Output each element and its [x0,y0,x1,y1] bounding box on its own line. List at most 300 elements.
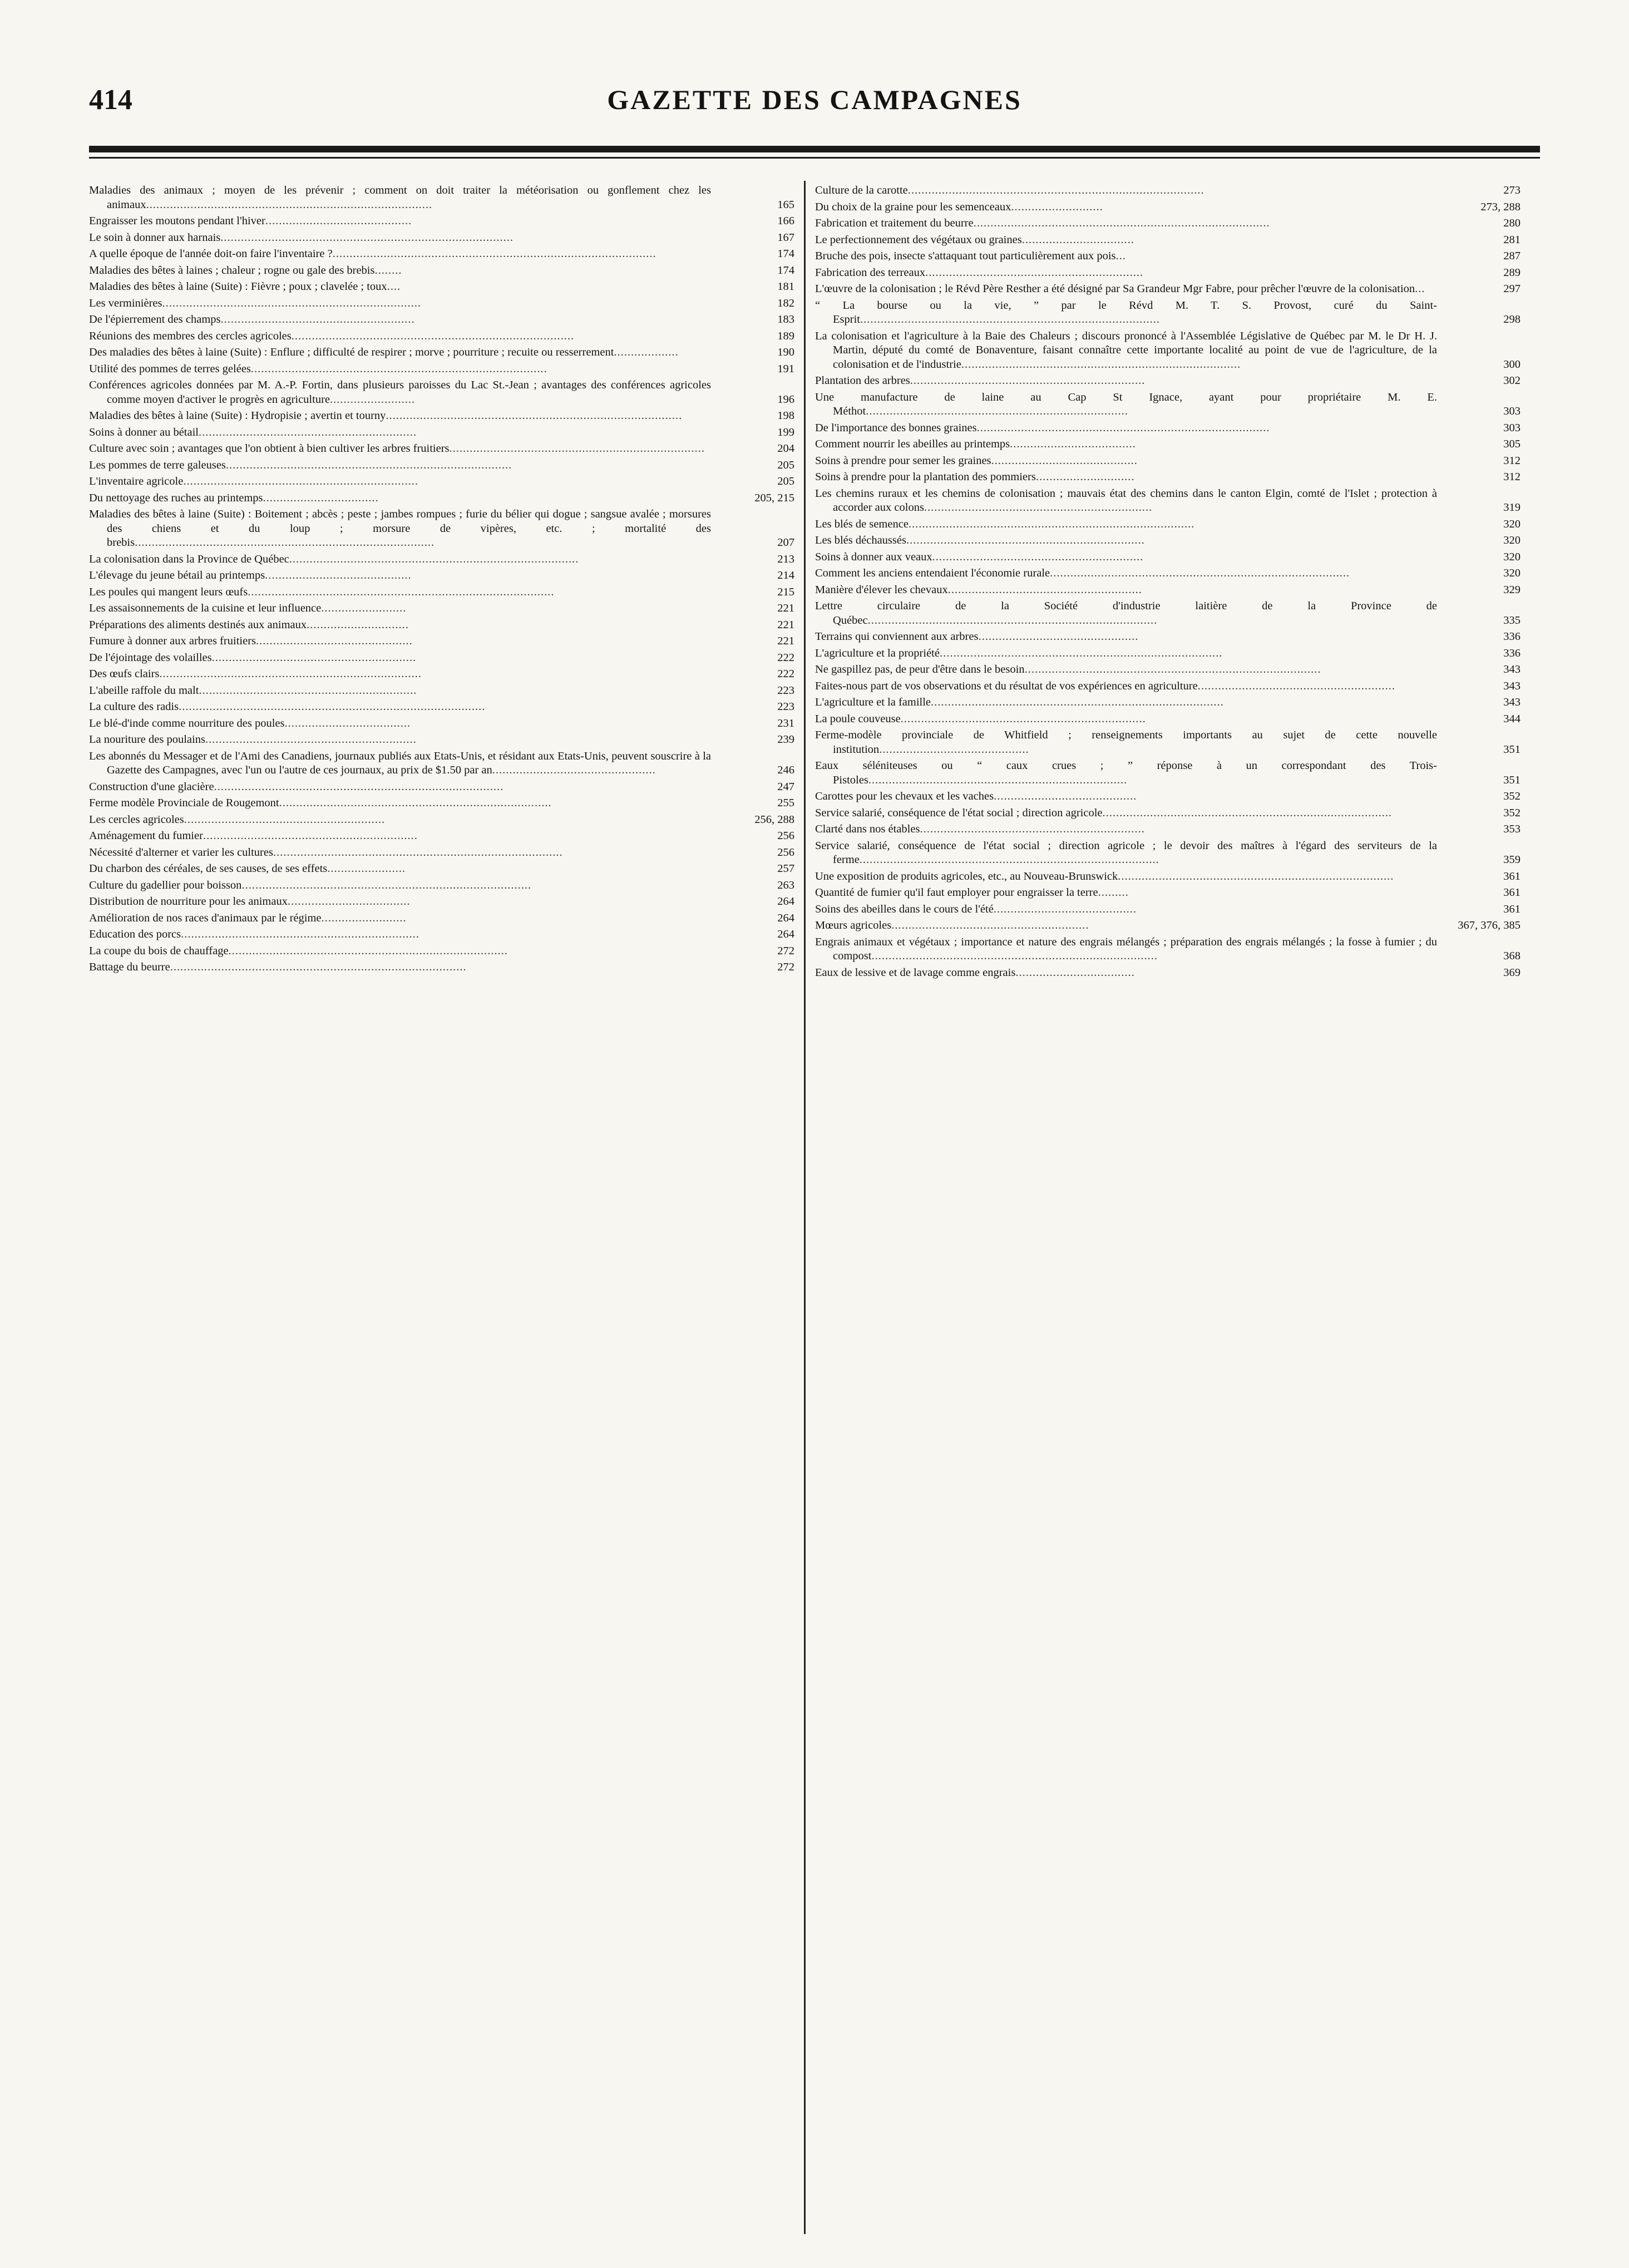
index-entry [89,879,794,893]
dot-leader: ......... [1098,886,1129,899]
index-column-left [89,184,794,2242]
dot-leader: .......................................................... [1197,679,1395,692]
index-entry-page: 300 [1503,358,1521,371]
index-entry-page: 204 [777,442,794,455]
index-entry-page: 264 [777,895,794,908]
dot-leader: ....................................................................................... [907,184,1205,196]
index-entry-page: 297 [1503,283,1521,295]
index-entry [89,846,794,860]
index-entry-page: 205 [777,458,794,471]
dot-leader: .................................................................................... [908,517,1195,530]
dot-leader: ....................................................................................... [170,961,467,973]
index-entry-title: La colonisation dans la Province de Québec [89,553,289,565]
index-entry-page: 246 [777,764,794,776]
index-entry-title: Du choix de la graine pour les semenceaux [815,200,1011,213]
index-entry-page: 289 [1503,266,1521,279]
index-entry [815,630,1521,644]
dot-leader: ............................................................................ [162,297,421,309]
index-column-right [815,184,1521,2242]
dot-leader: ........................................................................ [900,712,1146,725]
index-entry-title: Les pommes de terre galeuses [89,458,226,471]
dot-leader: ....................................................................................... [386,410,683,422]
index-entry-title: La coupe du bois de chauffage [89,944,229,957]
index-entry [89,601,794,616]
header-rule-thin [89,157,1540,159]
index-entry-page: 335 [1503,614,1521,627]
index-entry [89,634,794,649]
index-entry-title: Des maladies des bêtes à laine (Suite) : Enflure ; difficulté de respirer ; morve ; pourriture ; recuite ou resserrement [89,346,614,358]
index-entry [89,796,794,811]
index-entry-title: Les abonnés du Messager et de l'Ami des Canadiens, journaux publiés aux Etats-Unis, et résidant aux Etats-Unis, peuvent souscrire à la Gazette des Campagnes, avec l'un ou l'autre de ces journaux, au prix de $1.50 par an [89,750,711,776]
dot-leader: ..................................................................................... [214,780,504,793]
dot-leader: ..................................................................................... [273,846,563,859]
index-entry-page: 223 [777,701,794,713]
index-entry-title: Fabrication des terreaux [815,266,926,279]
index-entry [815,919,1521,933]
index-entry [89,362,794,377]
index-entry-page: 302 [1503,374,1521,387]
index-entry-page: 263 [777,879,794,891]
index-entry-title: A quelle époque de l'année doit-on faire l'inventaire ? [89,248,333,260]
index-entry-page: 369 [1503,966,1521,979]
index-entry [89,813,794,827]
index-entry [89,184,794,212]
index-entry-title: La colonisation et l'agriculture à la Baie des Chaleurs ; discours prononcé à l'Assemblée Législative de Québec par M. le Dr H. J. Martin, député du comté de Bonaventure, faisant connaître cette importante localité au point de vue de l'agriculture, de la colonisation et de l'industrie [815,329,1437,371]
dot-leader: ..................................................................................... [867,614,1158,627]
index-entry-title: Amélioration de nos races d'animaux par le régime [89,911,322,924]
column-divider [804,181,806,2234]
index-entry-title: Les blés déchaussés [815,534,906,546]
index-entry-page: 368 [1503,950,1521,962]
index-entry-title: Service salarié, conséquence de l'état social ; direction agricole ; le devoir des maîtres à l'égard des serviteurs de la ferme [815,839,1437,866]
index-entry [815,679,1521,694]
dot-leader: .................................................................................... [146,198,433,211]
index-entry [815,470,1521,485]
index-entry [89,780,794,795]
index-entry-title: L'abeille raffole du malt [89,684,199,697]
index-entry [815,437,1521,452]
index-entry-title: Les cercles agricoles [89,813,184,826]
dot-leader: ............................................................................ [868,773,1128,786]
index-entry-title: La nouriture des poulains [89,733,205,746]
index-entry-page: 239 [777,733,794,746]
header-rule [89,146,1540,152]
index-entry-title: Culture de la carotte [815,184,908,196]
index-entry-title: L'agriculture et la propriété [815,647,940,659]
dot-leader: ....................................................................................... [250,362,547,375]
index-entry-page: 189 [777,329,794,342]
index-entry-title: Les assaisonnements de la cuisine et leur influence [89,602,322,614]
index-entry [89,329,794,344]
dot-leader: ......................... [321,602,407,614]
dot-leader: ..................................... [284,717,411,729]
index-entry-page: 191 [777,362,794,375]
index-entry [89,458,794,473]
index-entry-title: Service salarié, conséquence de l'état social ; direction agricole [815,806,1103,819]
dot-leader: .................................................................. [920,823,1145,835]
index-entry-page: 312 [1503,471,1521,483]
index-entry [89,507,794,550]
index-entry-title: Education des porcs [89,928,181,940]
index-entry-page: 198 [777,410,794,422]
index-entry [815,184,1521,198]
index-entry-title: L'agriculture et la famille [815,696,931,708]
index-entry-page: 165 [777,198,794,211]
index-entry-title: Fumure à donner aux arbres fruitiers [89,635,256,647]
index-entry [89,928,794,942]
index-entry-page: 166 [777,215,794,227]
index-entry [89,862,794,876]
index-entry [815,790,1521,804]
index-entry [815,647,1521,661]
index-entry-page: 351 [1503,773,1521,786]
index-entry-title: “ La bourse ou la vie, ” par le Révd M. T. S. Provost, curé du Saint-Esprit [815,299,1437,326]
index-entry-title: L'œuvre de la colonisation ; le Révd Père Resther a été désigné par Sa Grandeur Mgr Fabre, pour prêcher l'œuvre de la colonisation [815,283,1415,295]
index-entry [89,829,794,844]
dot-leader: ........................................... [265,215,412,227]
index-entry-title: Le blé-d'inde comme nourriture des poules [89,717,285,729]
dot-leader: ... [1115,250,1126,262]
index-entry [815,233,1521,248]
index-entry-title: Engraisser les moutons pendant l'hiver [89,215,265,227]
index-entry-title: Soins à prendre pour semer les graines [815,454,991,467]
index-entry [815,566,1521,581]
index-entry [815,806,1521,821]
index-entry-title: Soins à prendre pour la plantation des pommiers [815,471,1036,483]
dot-leader: ..................................................................................... [241,879,532,891]
index-entry-title: Des œufs clairs [89,668,160,680]
dot-leader: ................................................................................... [291,329,575,342]
dot-leader: ............................................................................. [866,405,1128,417]
index-entry-page: 273 [1503,184,1521,196]
index-entry-page: 303 [1503,405,1521,417]
index-entry-title: Culture avec soin ; avantages que l'on obtient à bien cultiver les arbres fruitiers [89,442,450,455]
dot-leader: .......................................... [994,790,1137,802]
index-entry-title: Bruche des pois, insecte s'attaquant tout particulièrement aux pois [815,250,1116,262]
index-entry-page: 320 [1503,550,1521,563]
index-entry-page: 351 [1503,743,1521,756]
dot-leader: ......................... [330,393,416,406]
index-entry [815,249,1521,264]
index-entry-title: Mœurs agricoles [815,919,892,931]
index-entry [815,935,1521,964]
dot-leader: ..................................................................... [183,475,418,487]
index-entry-title: Maladies des bêtes à laine (Suite) : Hydropisie ; avertin et tourny [89,410,386,422]
index-entry [89,960,794,975]
index-entry-page: 336 [1503,647,1521,659]
dot-leader: .... [387,280,401,293]
index-entry [815,487,1521,515]
index-entry-page: 181 [777,280,794,293]
index-entry-title: Terrains qui conviennent aux arbres [815,630,979,643]
dot-leader: ..................................... [1010,438,1136,450]
index-entry [815,216,1521,231]
dot-leader: ............................................................................. [159,668,422,680]
dot-leader: ... [1415,283,1425,295]
index-entry-title: Faites-nous part de vos observations et du résultat de vos expériences en agriculture [815,679,1198,692]
index-entry [89,569,794,583]
dot-leader: ................... [614,346,679,358]
index-entry-title: L'élevage du jeune bétail au printemps [89,569,265,581]
dot-leader: .............................. [307,618,409,631]
index-entry-title: Aménagement du fumier [89,830,203,842]
dot-leader: ....................................................................................... [973,217,1270,229]
index-entry-page: 167 [777,231,794,244]
index-entry-title: Les poules qui mangent leurs œufs [89,585,248,598]
index-entry [815,329,1521,372]
dot-leader: ....................................................................................... [1024,663,1321,676]
index-entry-title: Comment les anciens entendaient l'économie rurale [815,567,1050,579]
dot-leader: .......................................................... [891,919,1089,931]
index-entry-title: Eaux séléniteuses ou “ caux crues ; ” réponse à un correspondant des Trois-Pistoles [815,760,1437,786]
index-entry-title: Maladies des bêtes à laine (Suite) : Fièvre ; poux ; clavelée ; toux [89,280,387,293]
index-entry-page: 329 [1503,583,1521,596]
index-entry-page: 257 [777,862,794,875]
page-header [89,83,1540,128]
index-entry [815,599,1521,628]
index-entry [815,712,1521,727]
index-entry-title: Les chemins ruraux et les chemins de colonisation ; mauvais état des chemins dans le canton Elgin, comté de l'Islet ; protection à accorder aux colons [815,487,1437,514]
index-entry-title: Préparations des aliments destinés aux animaux [89,618,307,631]
index-entry-page: 205 [777,475,794,487]
index-entry-title: De l'importance des bonnes graines [815,421,977,434]
index-entry-title: Plantation des arbres [815,374,910,387]
dot-leader: ................................... [1015,966,1135,979]
index-entry-page: 205, 215 [754,491,794,504]
index-entry-page: 343 [1503,696,1521,708]
dot-leader: ................................. [1021,233,1134,246]
index-entry-page: 352 [1503,806,1521,819]
dot-leader: ......................................................... [220,313,415,326]
index-entry [89,280,794,294]
index-entry [89,475,794,489]
index-entry-page: 303 [1503,421,1521,434]
dot-leader: .................................................................................... [225,458,512,471]
index-entry-page: 287 [1503,250,1521,262]
index-entry [89,618,794,633]
dot-leader: ........................................................................... [449,442,705,455]
dot-leader: ....................... [327,862,406,875]
index-entry-page: 223 [777,684,794,697]
index-entry-title: Soins à donner au bétail [89,426,199,438]
dot-leader: ................................................................... [924,501,1153,514]
dot-leader: ............................................................... [203,830,418,842]
index-entry-page: 174 [777,248,794,260]
index-entry-title: Ne gaspillez pas, de peur d'être dans le besoin [815,663,1025,676]
index-entry-page: 255 [777,797,794,809]
index-entry-title: Distribution de nourriture pour les animaux [89,895,288,908]
index-entry-title: De l'éjointage des volailles [89,651,212,664]
index-entry [815,374,1521,388]
index-entry [89,409,794,423]
dot-leader: ........................................................... [184,813,386,826]
page-number: 414 [89,84,132,116]
index-entry [89,895,794,909]
index-entry-page: 264 [777,911,794,924]
dot-leader: ............................................ [879,743,1029,756]
index-entry [815,550,1521,565]
index-entry-page: 272 [777,961,794,973]
dot-leader: ...................................................................................... [931,696,1224,708]
index-entry [815,421,1521,436]
dot-leader: ................................................................ [198,426,417,438]
dot-leader: ............................................... [978,630,1139,643]
index-entry-page: 280 [1503,217,1521,229]
dot-leader: ..................................................................................... [1102,806,1393,819]
index-entry [815,822,1521,837]
dot-leader: ..................................................................................... [289,553,579,565]
index-entry [89,733,794,747]
index-entry-title: Soins des abeilles dans le cours de l'été [815,903,994,915]
index-entry-page: 343 [1503,663,1521,676]
index-entry-title: Engrais animaux et végétaux ; importance et nature des engrais mélangés ; préparation des engrais mélangés ; la fosse à fumier ; du compost [815,935,1437,962]
dot-leader: .............................................. [256,635,413,647]
index-entry [89,944,794,959]
index-entry-title: Quantité de fumier qu'il faut employer pour engraisser la terre [815,886,1098,899]
dot-leader: .......................................................................................... [179,701,486,713]
index-entry-page: 207 [777,536,794,549]
index-entry [815,759,1521,787]
index-entry-title: Clarté dans nos étables [815,823,920,835]
index-entry [815,266,1521,280]
dot-leader: ........................................................................................ [135,536,435,549]
index-entry-page: 221 [777,635,794,647]
index-entry-page: 343 [1503,679,1521,692]
dot-leader: ........................................................................................ [1050,567,1350,579]
index-entry [89,651,794,665]
index-entry-title: Culture du gadellier pour boisson [89,879,242,891]
index-entry-title: Une manufacture de laine au Cap St Ignace, ayant pour propriétaire M. E. Méthot [815,391,1437,417]
dot-leader: .......................................... [993,903,1137,915]
index-entry-page: 320 [1503,517,1521,530]
index-entry [815,886,1521,900]
index-entry-page: 183 [777,313,794,326]
index-entry-title: Utilité des pommes de terres gelées [89,362,251,375]
index-entry-title: Construction d'une glacière [89,780,214,793]
index-entry-page: 361 [1503,870,1521,882]
index-entry [89,553,794,567]
index-entry-page: 247 [777,780,794,793]
index-entry-page: 353 [1503,823,1521,835]
index-entry-page: 273, 288 [1480,200,1521,213]
index-entry [815,454,1521,469]
index-entry-title: Le soin à donner aux harnais [89,231,221,244]
index-entry-page: 222 [777,651,794,664]
index-entry [89,297,794,311]
index-entry-title: De l'épierrement des champs [89,313,221,326]
index-entry [89,585,794,600]
index-entry-page: 320 [1503,534,1521,546]
index-entry-page: 190 [777,346,794,358]
index-entry-title: Conférences agricoles données par M. A.-P. Fortin, dans plusieurs paroisses du Lac St.-Jean ; avantages des conférences agricoles comme moyen d'activer le progrès en agriculture [89,379,711,406]
index-entry-page: 319 [1503,501,1521,514]
dot-leader: ...................................................................................... [976,421,1270,434]
dot-leader: .................................................................................. [961,358,1241,371]
index-entry [815,903,1521,917]
index-entry-page: 221 [777,602,794,614]
dot-leader: ........................... [1011,200,1103,213]
index-entry-page: 281 [1503,233,1521,246]
dot-leader: .................................. [263,491,379,504]
index-entry-page: 196 [777,393,794,406]
index-entry [89,684,794,698]
index-entry-page: 359 [1503,854,1521,866]
index-entry [89,214,794,229]
index-entry [815,966,1521,980]
index-entry [815,534,1521,548]
running-title: GAZETTE DES CAMPAGNES [607,84,1022,115]
dot-leader: ................................................................................. [1118,870,1394,882]
index-entry-page: 305 [1503,438,1521,450]
index-entry [89,264,794,278]
index-entry-title: Du nettoyage des ruches au printemps [89,491,263,504]
index-entry-page: 199 [777,426,794,438]
index-entry-title: Eaux de lessive et de lavage comme engrais [815,966,1016,979]
index-entry-page: 174 [777,264,794,277]
dot-leader: ............................................................................................... [332,248,656,260]
index-entry [89,667,794,682]
index-entry [89,717,794,731]
index-entry-page: 221 [777,618,794,631]
index-entry-page: 214 [777,569,794,581]
index-entry-page: 352 [1503,790,1521,802]
index-entry-page: 182 [777,297,794,309]
index-entry-title: L'inventaire agricole [89,475,184,487]
index-entry [815,728,1521,757]
index-entry-title: Réunions des membres des cercles agricoles [89,329,292,342]
index-entry-title: Battage du beurre [89,961,170,973]
index-entry-page: 361 [1503,903,1521,915]
dot-leader: .......................................................................................... [248,585,555,598]
dot-leader: ......................... [321,911,407,924]
index-entry-title: Lettre circulaire de la Société d'industrie laitière de la Province de Québec [815,600,1437,627]
dot-leader: ............................................................ [211,651,417,664]
index-entry [89,247,794,262]
index-entry [89,911,794,926]
dot-leader: ........................................................................................ [859,854,1159,866]
index-entry-page: 222 [777,668,794,680]
dot-leader: ..................................................................... [910,374,1146,387]
dot-leader: ........................................... [265,569,412,581]
index-entry-title: Maladies des bêtes à laines ; chaleur ; rogne ou gale des brebis [89,264,375,277]
index-entry-title: Ferme-modèle provinciale de Whitfield ; renseignements importants au sujet de cette nouvelle institution [815,729,1437,756]
index-entry-page: 256, 288 [754,813,794,826]
index-entry-page: 320 [1503,567,1521,579]
dot-leader: ...................................................................... [181,928,419,940]
index-entry-page: 231 [777,717,794,729]
index-entry [815,839,1521,867]
index-entry-title: Une exposition de produits agricoles, etc., au Nouveau-Brunswick [815,870,1118,882]
index-entry-page: 312 [1503,454,1521,467]
index-entry-title: Les verminières [89,297,162,309]
index-entry-page: 256 [777,830,794,842]
index-entry [815,663,1521,677]
index-entry [815,391,1521,419]
index-entry-title: Les blés de semence [815,517,909,530]
dot-leader: .................................................................................... [871,950,1158,962]
index-entry [89,231,794,245]
dot-leader: .............................................................. [932,550,1144,563]
index-entry [89,378,794,407]
index-entry [89,750,794,778]
index-entry [89,442,794,456]
index-entry-title: Soins à donner aux veaux [815,550,932,563]
dot-leader: ...................................................................... [906,534,1145,546]
index-entry-page: 298 [1503,313,1521,326]
dot-leader: ................................................................................... [939,647,1223,659]
dot-leader: ................................................ [492,764,656,776]
index-entry [89,313,794,327]
